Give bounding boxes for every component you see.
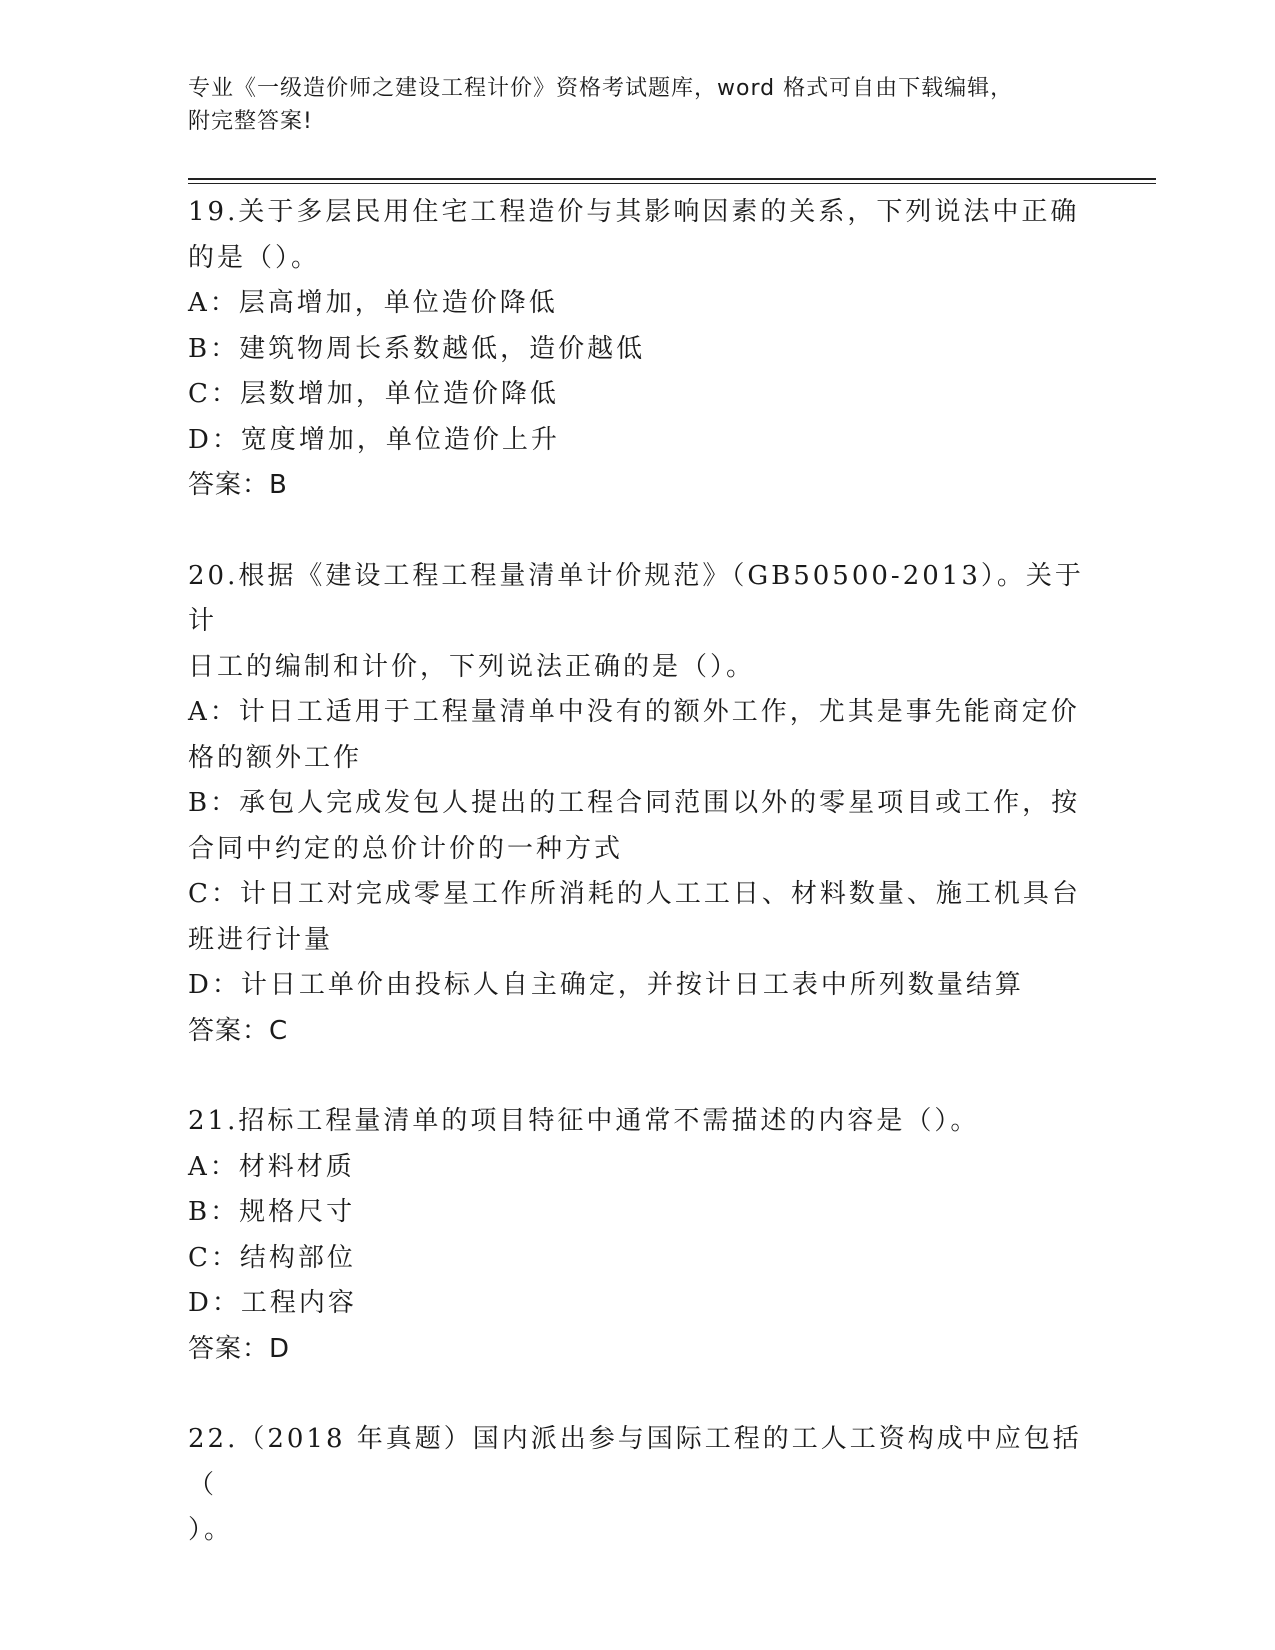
header-line-2: 附完整答案! [188, 109, 313, 134]
answer-option-line: A：计日工适用于工程量清单中没有的额外工作，尤其是事先能商定价 [188, 697, 1080, 727]
answer-option-line: D：宽度增加，单位造价上升 [188, 424, 560, 455]
answer-option-line: A：材料材质 [188, 1151, 355, 1182]
header-divider-thick [188, 178, 1156, 180]
question-text-line: ）。 [188, 1515, 234, 1545]
question-text-line: 的是（）。 [188, 242, 321, 273]
question-spacer [188, 509, 1088, 554]
question-text-line: 22.（2018 年真题）国内派出参与国际工程的工人工资构成中应包括（ [188, 1424, 1082, 1500]
answer-option-line: C：计日工对完成零星工作所消耗的人工工日、材料数量、施工机具台 [188, 879, 1081, 909]
question-text-line: 19.关于多层民用住宅工程造价与其影响因素的关系，下列说法中正确 [188, 197, 1080, 227]
question-spacer [188, 1372, 1088, 1417]
question-item [188, 1099, 1088, 1372]
answer-option-line: A：层高增加，单位造价降低 [188, 288, 558, 318]
question-text-line: 日工的编制和计价，下列说法正确的是（）。 [188, 651, 756, 682]
header-divider-thin [188, 183, 1156, 184]
answer-option-line: B：规格尺寸 [188, 1197, 356, 1227]
question-text-line: 21.招标工程量清单的项目特征中通常不需描述的内容是（）。 [188, 1106, 980, 1136]
page-header [188, 72, 1068, 138]
question-item [188, 1417, 1088, 1554]
answer-option-line: B：承包人完成发包人提出的工程合同范围以外的零星项目或工作，按 [188, 788, 1081, 818]
question-item [188, 190, 1088, 509]
question-item [188, 554, 1088, 1055]
answer-key: 答案：C [188, 1015, 289, 1046]
question-spacer [188, 1054, 1088, 1099]
header-line-1: 专业《一级造价师之建设工程计价》资格考试题库，word 格式可自由下载编辑， [188, 76, 1014, 101]
answer-option-line: 班进行计量 [188, 924, 334, 955]
answer-option-line: D：计日工单价由投标人自主确定，并按计日工表中所列数量结算 [188, 970, 1024, 1000]
answer-option-line: B：建筑物周长系数越低，造价越低 [188, 333, 646, 364]
answer-key: 答案：D [188, 1333, 291, 1364]
answer-option-line: D：工程内容 [188, 1288, 357, 1318]
answer-option-line: C：层数增加，单位造价降低 [188, 379, 559, 409]
answer-key: 答案：B [188, 470, 288, 500]
answer-option-line: C：结构部位 [188, 1242, 356, 1273]
answer-option-line: 格的额外工作 [188, 742, 363, 773]
answer-option-line: 合同中约定的总价计价的一种方式 [188, 833, 624, 864]
question-text-line: 20.根据《建设工程工程量清单计价规范》（GB50500-2013）。关于计 [188, 560, 1084, 636]
question-list [188, 190, 1088, 1554]
